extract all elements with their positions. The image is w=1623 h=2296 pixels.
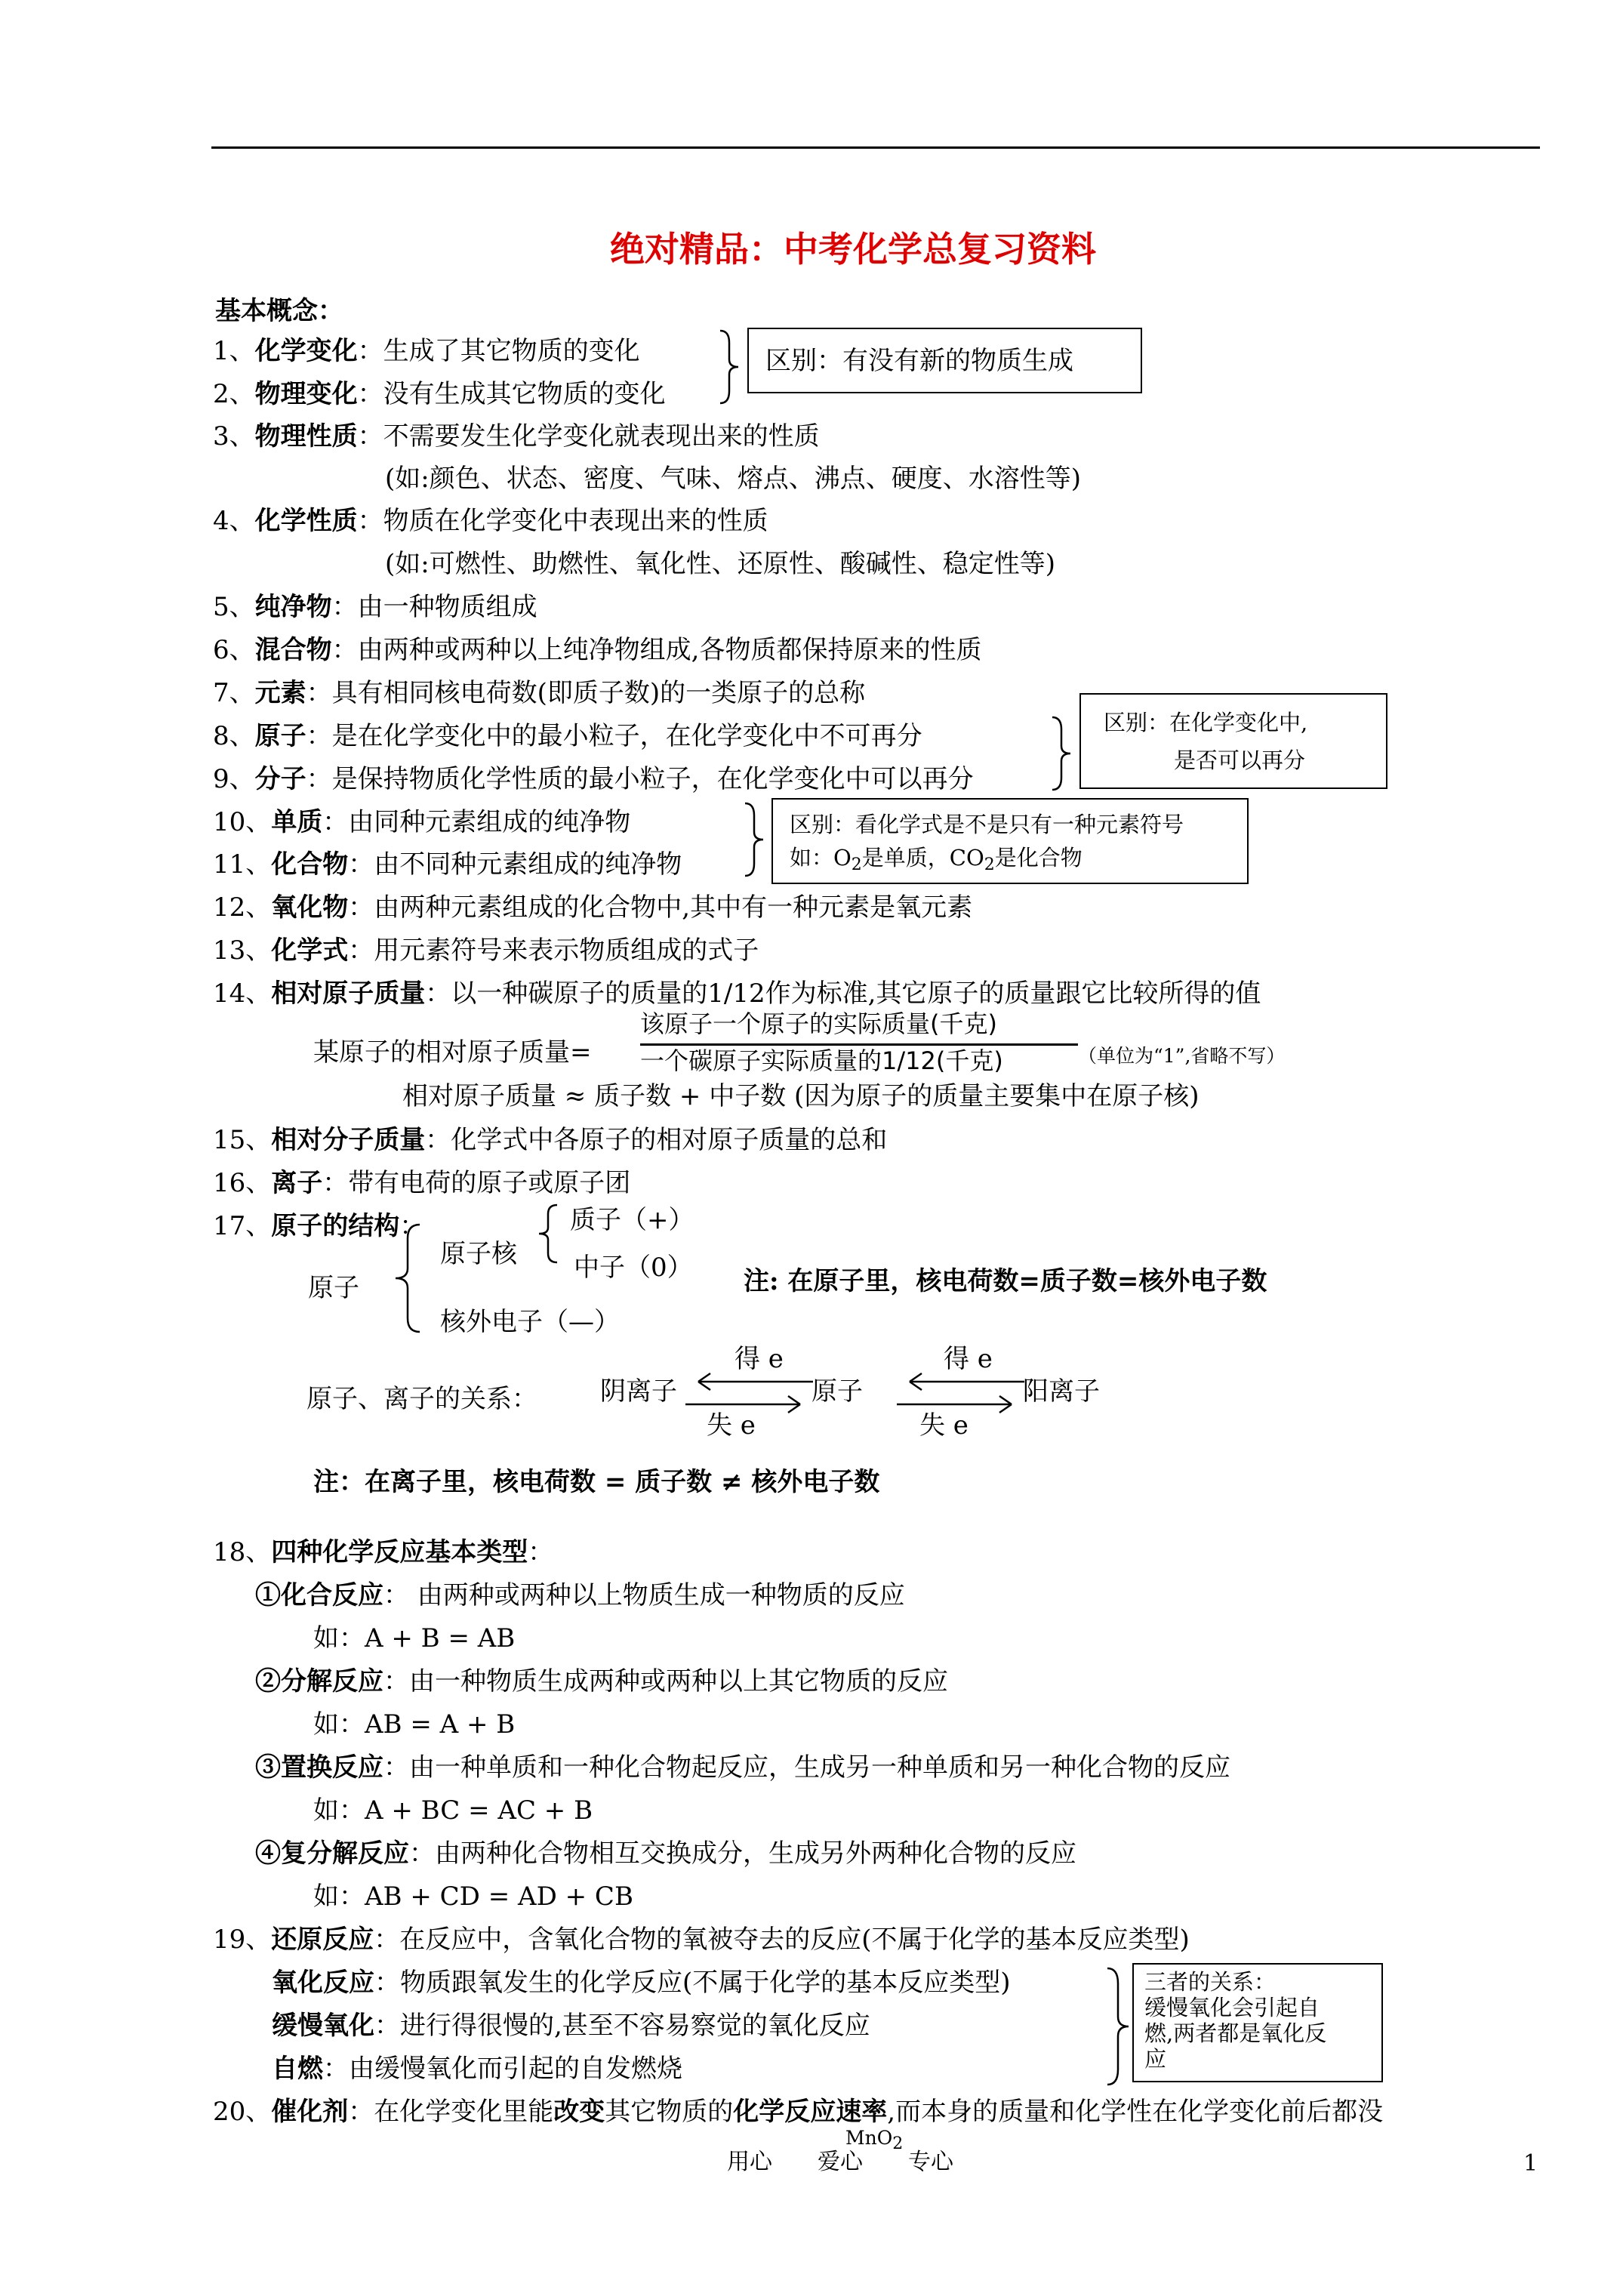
structure-proton: 质子（+） xyxy=(570,1205,694,1235)
reaction-3: ③置换反应：由一种单质和一种化合物起反应，生成另一种单质和另一种化合物的反应 xyxy=(255,1752,1230,1783)
section-heading: 基本概念： xyxy=(215,296,343,326)
item-11 xyxy=(213,849,682,880)
item-term: 化学式 xyxy=(271,935,349,966)
item-num: 13、 xyxy=(213,935,272,966)
item-num: 20、 xyxy=(213,2097,272,2127)
relation-lose-1: 失 e xyxy=(707,1410,756,1441)
item-def: ：是在化学变化中的最小粒子，在化学变化中不可再分 xyxy=(306,721,922,751)
item-def: ：由两种或两种以上纯净物组成,各物质都保持原来的性质 xyxy=(331,635,982,665)
note-line: 是否可以再分 xyxy=(1174,747,1306,773)
item-num: 19、 xyxy=(213,1925,272,1955)
item-term: 原子的结构 xyxy=(271,1211,400,1241)
note-line: 应 xyxy=(1144,2046,1167,2072)
arrows-anion-atom xyxy=(683,1370,815,1416)
item-18 xyxy=(213,1537,553,1567)
relation-atom: 原子 xyxy=(812,1376,863,1407)
formula-denominator: 一个碳原子实际质量的1/12(千克) xyxy=(640,1046,1003,1075)
structure-atom: 原子 xyxy=(308,1273,359,1303)
relation-label: 原子、离子的关系： xyxy=(306,1384,537,1414)
item-def: 其它物质的 xyxy=(605,2097,734,2127)
item-num: 14、 xyxy=(213,978,272,1009)
item-term: 化学性质 xyxy=(254,506,358,536)
reaction-2-example: 如：AB = A + B xyxy=(313,1709,516,1740)
reaction-4-example: 如：AB + CD = AD + CB xyxy=(313,1881,633,1912)
item-3 xyxy=(213,421,820,451)
item-4 xyxy=(213,506,768,536)
item-14 xyxy=(213,978,1261,1009)
reaction-3-example: 如：A + BC = AC + B xyxy=(313,1795,593,1826)
note-line: 区别：看化学式是不是只有一种元素符号 xyxy=(790,812,1184,837)
item-def: ：由同种元素组成的纯净物 xyxy=(322,807,631,837)
item-num: 15、 xyxy=(213,1125,272,1155)
item-def: ： xyxy=(399,1211,426,1241)
relation-lose-2: 失 e xyxy=(919,1410,969,1441)
item-num: 4、 xyxy=(213,506,255,536)
item-num: 18、 xyxy=(213,1537,272,1567)
reaction-2: ②分解反应：由一种物质生成两种或两种以上其它物质的反应 xyxy=(255,1666,948,1697)
footer-mno2: MnO$_2$ xyxy=(845,2127,904,2153)
item-13 xyxy=(213,935,759,966)
item-19 xyxy=(213,1925,1190,1955)
item-term: 还原反应 xyxy=(271,1925,374,1955)
note-box-element-compound xyxy=(771,798,1249,884)
item-10 xyxy=(213,807,630,837)
item-3-examples: (如:颜色、状态、密度、气味、熔点、沸点、硬度、水溶性等) xyxy=(385,464,1081,494)
item-def: ：由不同种元素组成的纯净物 xyxy=(348,849,682,880)
item-term: 化合物 xyxy=(271,849,349,880)
item-num: 6、 xyxy=(213,635,255,665)
item-5 xyxy=(213,592,537,622)
note-line: 三者的关系： xyxy=(1144,1969,1277,1995)
brace-nucleus xyxy=(537,1203,560,1264)
item-def: ： xyxy=(528,1537,554,1567)
item-6 xyxy=(213,635,981,665)
item-term: 相对分子质量 xyxy=(271,1125,426,1155)
item-term: 分子 xyxy=(254,764,306,794)
item-num: 9、 xyxy=(213,764,255,794)
brace-oxidation xyxy=(1106,1967,1132,2088)
item-def: ：带有电荷的原子或原子团 xyxy=(322,1168,631,1198)
reaction-1: ①化合反应： 由两种或两种以上物质生成一种物质的反应 xyxy=(255,1580,905,1610)
item-9 xyxy=(213,764,974,794)
item-def: ：具有相同核电荷数(即质子数)的一类原子的总称 xyxy=(306,678,866,708)
structure-neutron: 中子（0） xyxy=(574,1253,693,1283)
item-def: ：化学式中各原子的相对原子质量的总和 xyxy=(425,1125,888,1155)
item-term: 氧化物 xyxy=(271,892,349,923)
item-term: 相对原子质量 xyxy=(271,978,426,1009)
note-line: 缓慢氧化会引起自 xyxy=(1144,1995,1320,2020)
item-term: 物理变化 xyxy=(254,379,358,409)
arrows-atom-cation xyxy=(895,1370,1027,1416)
item-term: 元素 xyxy=(254,678,306,708)
item-num: 7、 xyxy=(213,678,255,708)
item-term: 催化剂 xyxy=(271,2097,349,2127)
brace-10-11 xyxy=(744,802,766,877)
relation-anion: 阴离子 xyxy=(600,1376,677,1407)
item-def: ：由一种物质组成 xyxy=(331,592,537,622)
oxidation-2: 缓慢氧化：进行得很慢的,甚至不容易察觉的氧化反应 xyxy=(272,2011,870,2041)
item-def: ：以一种碳原子的质量的1/12作为标准,其它原子的质量跟它比较所得的值 xyxy=(425,978,1261,1009)
note-line: 区别：在化学变化中, xyxy=(1104,710,1308,735)
item-20 xyxy=(213,2097,1383,2127)
reaction-4: ④复分解反应：由两种化合物相互交换成分，生成另外两种化合物的反应 xyxy=(255,1838,1076,1869)
oxidation-3: 自燃：由缓慢氧化而引起的自发燃烧 xyxy=(272,2054,682,2084)
item-num: 12、 xyxy=(213,892,272,923)
item-num: 16、 xyxy=(213,1168,272,1198)
item-4-examples: (如:可燃性、助燃性、氧化性、还原性、酸碱性、稳定性等) xyxy=(385,549,1055,579)
item-term: 化学反应速率 xyxy=(733,2097,888,2127)
relation-gain-2: 得 e xyxy=(944,1344,993,1374)
page-number: 1 xyxy=(1523,2150,1538,2177)
oxidation-1: 氧化反应：物质跟氧发生的化学反应(不属于化学的基本反应类型) xyxy=(272,1968,1011,1998)
item-num: 3、 xyxy=(213,421,255,451)
relation-note: 注：在离子里，核电荷数 = 质子数 ≠ 核外电子数 xyxy=(313,1467,880,1497)
item-def: ：在反应中，含氧化合物的氧被夺去的反应(不属于化学的基本反应类型) xyxy=(374,1925,1190,1955)
item-term: 单质 xyxy=(271,807,323,837)
item-def: ：是保持物质化学性质的最小粒子，在化学变化中可以再分 xyxy=(306,764,974,794)
item-12 xyxy=(213,892,972,923)
item-def: ：生成了其它物质的变化 xyxy=(357,336,640,366)
item-term: 改变 xyxy=(553,2097,605,2127)
item-term: 纯净物 xyxy=(254,592,332,622)
reaction-1-example: 如：A + B = AB xyxy=(313,1623,516,1653)
note-box-change xyxy=(747,328,1142,393)
note-box-atom-molecule xyxy=(1079,693,1387,789)
item-term: 四种化学反应基本类型 xyxy=(271,1537,528,1567)
page-title: 绝对精品：中考化学总复习资料 xyxy=(610,229,1096,270)
relation-cation: 阳离子 xyxy=(1023,1376,1100,1407)
item-def: ：没有生成其它物质的变化 xyxy=(357,379,666,409)
relation-gain-1: 得 e xyxy=(735,1344,784,1374)
item-2 xyxy=(213,379,666,409)
item-def: ：物质在化学变化中表现出来的性质 xyxy=(357,506,768,536)
item-num: 5、 xyxy=(213,592,255,622)
item-num: 2、 xyxy=(213,379,255,409)
brace-1-2 xyxy=(719,329,741,405)
formula-unit-note: （单位为“1”,省略不写） xyxy=(1078,1045,1286,1067)
item-7 xyxy=(213,678,865,708)
item-term: 混合物 xyxy=(254,635,332,665)
footer-slogan: 用心 爱心 专心 xyxy=(727,2149,953,2175)
fraction-bar xyxy=(640,1043,1078,1046)
formula-numerator: 该原子一个原子的实际质量(千克) xyxy=(640,1009,997,1038)
item-def: ：由两种元素组成的化合物中,其中有一种元素是氧元素 xyxy=(348,892,973,923)
item-num: 8、 xyxy=(213,721,255,751)
brace-atom xyxy=(393,1223,423,1333)
item-term: 化学变化 xyxy=(254,336,358,366)
item-16 xyxy=(213,1168,630,1198)
item-def: ：不需要发生化学变化就表现出来的性质 xyxy=(357,421,820,451)
brace-8-9 xyxy=(1051,716,1073,791)
formula-lhs: 某原子的相对原子质量= xyxy=(313,1037,592,1068)
item-1 xyxy=(213,336,640,366)
formula-approx: 相对原子质量 ≈ 质子数 + 中子数 (因为原子的质量主要集中在原子核) xyxy=(402,1081,1200,1111)
note-line: 燃,两者都是氧化反 xyxy=(1144,2020,1327,2046)
structure-electron: 核外电子（—） xyxy=(440,1307,620,1337)
item-def: ：用元素符号来表示物质组成的式子 xyxy=(348,935,759,966)
item-8 xyxy=(213,721,922,751)
item-num: 11、 xyxy=(213,849,272,880)
item-num: 1、 xyxy=(213,336,255,366)
item-num: 17、 xyxy=(213,1211,272,1241)
structure-note: 注: 在原子里，核电荷数=质子数=核外电子数 xyxy=(744,1266,1267,1296)
structure-nucleus: 原子核 xyxy=(440,1239,517,1269)
item-term: 物理性质 xyxy=(254,421,358,451)
item-term: 原子 xyxy=(254,721,306,751)
item-term: 离子 xyxy=(271,1168,323,1198)
item-def: ：在化学变化里能 xyxy=(348,2097,554,2127)
note-line: 如：$O_2$是单质，$CO_2$是化合物 xyxy=(790,845,1083,874)
item-15 xyxy=(213,1125,887,1155)
header-rule xyxy=(211,146,1540,149)
note-box-oxidation xyxy=(1132,1963,1383,2082)
item-def: ,而本身的质量和化学性在化学变化前后都没 xyxy=(887,2097,1384,2127)
item-num: 10、 xyxy=(213,807,272,837)
note-text: 区别：有没有新的物质生成 xyxy=(765,346,1073,376)
